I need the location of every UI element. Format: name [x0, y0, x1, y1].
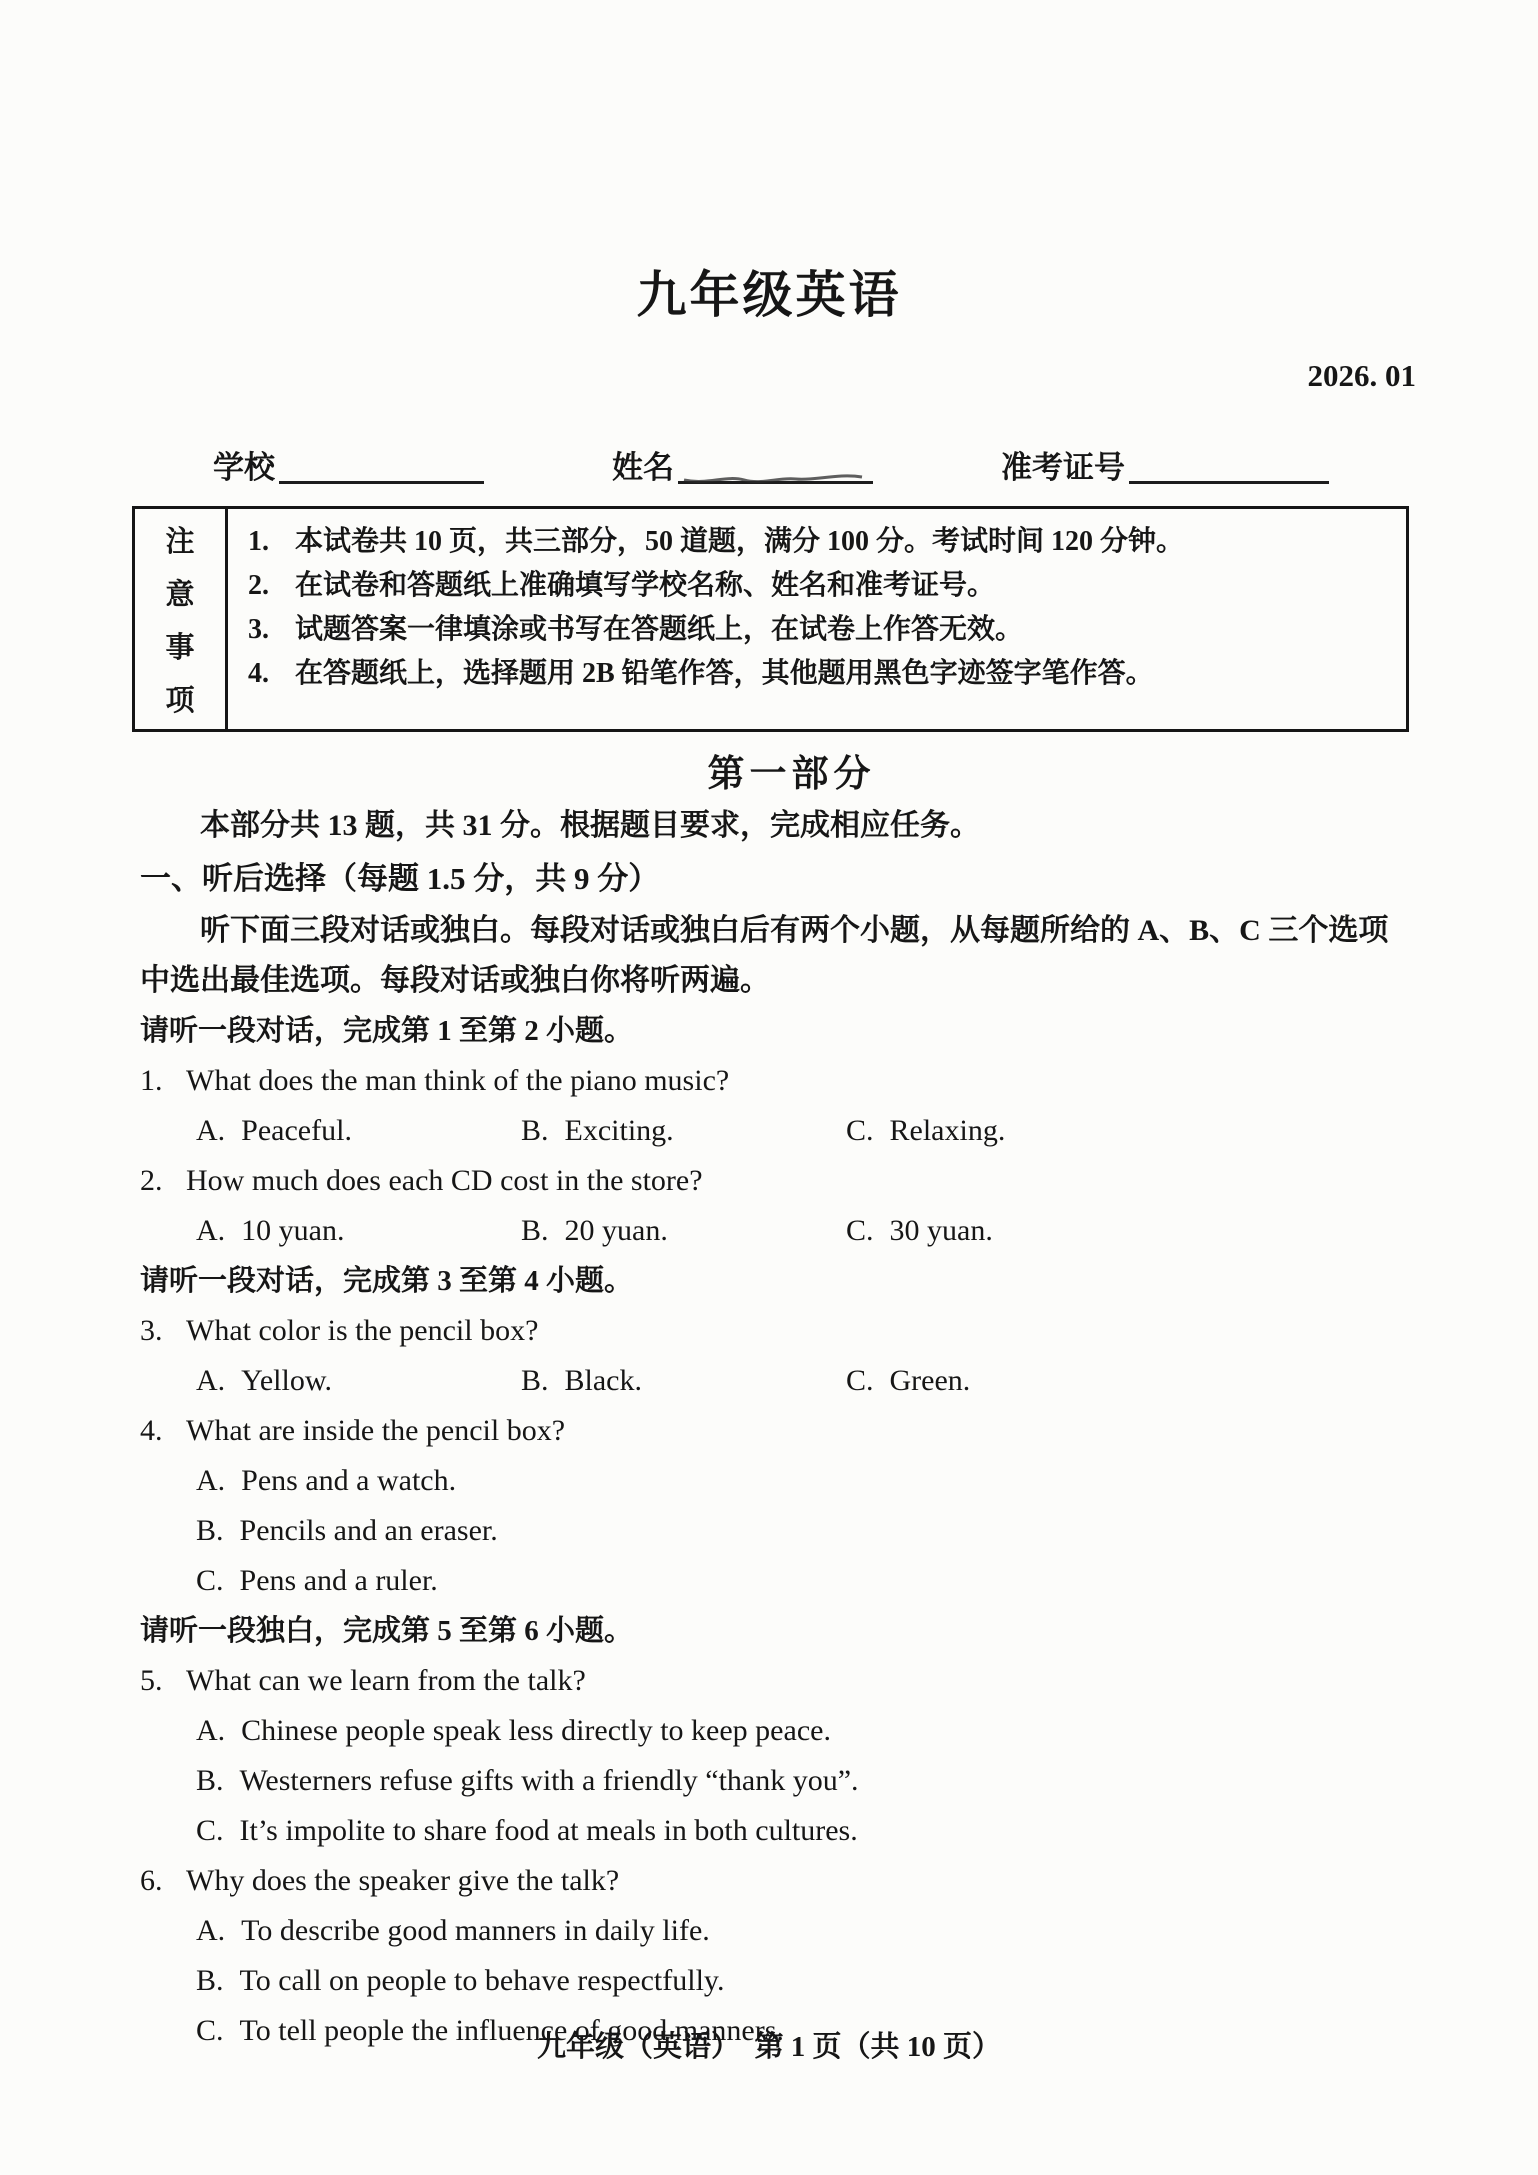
- option-label: B.: [521, 1364, 549, 1397]
- notice-side-label: [135, 509, 228, 729]
- school-label: 学校: [213, 450, 275, 485]
- question-text: What can we learn from the talk?: [186, 1664, 586, 1697]
- exam-content: [0, 750, 1538, 2056]
- instructions-line-2: 中选出最佳选项。每段对话或独白你将听两遍。: [140, 964, 770, 997]
- question-number: 1.: [140, 1064, 163, 1097]
- instructions-line-1: 听下面三段对话或独白。每段对话或独白后有两个小题，从每题所给的 A、B、C 三个选项: [200, 914, 1389, 947]
- question-number: 6.: [140, 1864, 163, 1897]
- option-text: Relaxing.: [889, 1114, 1006, 1147]
- question-text: What are inside the pencil box?: [186, 1414, 566, 1447]
- school-blank-line: [279, 447, 484, 484]
- option-text: Chinese people speak less directly to keep peace.: [241, 1714, 831, 1747]
- question-1: [140, 1056, 1443, 1156]
- notice-side-char: 意: [165, 579, 195, 611]
- option-label: A.: [196, 1114, 226, 1147]
- option-text: 30 yuan.: [889, 1214, 993, 1247]
- option-text: To call on people to behave respectfully.: [239, 1964, 725, 1997]
- notice-item: [248, 564, 1382, 608]
- option-text: Westerners refuse gifts with a friendly “thank you”.: [239, 1764, 859, 1797]
- name-field: [612, 441, 873, 488]
- question-text: How much does each CD cost in the store?: [186, 1164, 703, 1197]
- option-label: A.: [196, 1364, 226, 1397]
- question-number: 5.: [140, 1664, 163, 1697]
- listening-instructions: [140, 906, 1443, 1006]
- question-2: [140, 1156, 1443, 1256]
- part-one-intro: 本部分共 13 题，共 31 分。根据题目要求，完成相应任务。: [200, 809, 980, 842]
- notice-item: [248, 652, 1382, 696]
- question-text: Why does the speaker give the talk?: [186, 1864, 620, 1897]
- option-label: A.: [196, 1464, 226, 1497]
- option-label: C.: [846, 1214, 874, 1247]
- dialogue-prompt-1: 请听一段对话，完成第 1 至第 2 小题。: [140, 1015, 634, 1047]
- notice-item-text: 本试卷共 10 页，共三部分，50 道题，满分 100 分。考试时间 120 分钟。: [295, 526, 1185, 557]
- question-number: 2.: [140, 1164, 163, 1197]
- question-text: What color is the pencil box?: [186, 1314, 539, 1347]
- admission-number-label: 准考证号: [1001, 450, 1125, 485]
- notice-item-text: 在答题纸上，选择题用 2B 铅笔作答，其他题用黑色字迹签字笔作答。: [295, 658, 1154, 689]
- name-label: 姓名: [612, 450, 674, 485]
- monologue-prompt: 请听一段独白，完成第 5 至第 6 小题。: [140, 1615, 634, 1647]
- option-label: C.: [846, 1114, 874, 1147]
- school-field: [213, 441, 484, 488]
- question-5-options: [140, 1706, 1443, 1856]
- admission-number-field: [1001, 441, 1329, 488]
- notice-box: [132, 506, 1409, 732]
- option-b: [521, 1206, 846, 1256]
- question-1-options: [140, 1106, 1443, 1156]
- question-2-options: [140, 1206, 1443, 1256]
- option-a: [140, 1906, 1443, 1956]
- option-text: Peaceful.: [241, 1114, 352, 1147]
- option-a: [140, 1706, 1443, 1756]
- question-4: [140, 1406, 1443, 1606]
- option-a: [196, 1206, 521, 1256]
- option-b: [140, 1506, 1443, 1556]
- option-label: A.: [196, 1714, 226, 1747]
- option-label: B.: [196, 1764, 224, 1797]
- name-scribble-mark: [678, 467, 868, 489]
- option-label: C.: [196, 1564, 224, 1597]
- option-b: [521, 1106, 846, 1156]
- option-label: B.: [196, 1514, 224, 1547]
- option-text: Pens and a watch.: [241, 1464, 457, 1497]
- option-text: 10 yuan.: [241, 1214, 345, 1247]
- name-blank-line: [678, 447, 873, 484]
- option-c: [846, 1106, 1005, 1156]
- option-label: A.: [196, 1914, 226, 1947]
- section-one-title: 一、听后选择（每题 1.5 分，共 9 分）: [140, 861, 660, 896]
- option-c: [140, 1556, 1443, 1606]
- notice-item: [248, 608, 1382, 652]
- option-text: It’s impolite to share food at meals in both cultures.: [239, 1814, 858, 1847]
- option-label: A.: [196, 1214, 226, 1247]
- option-text: Black.: [564, 1364, 642, 1397]
- option-b: [140, 1956, 1443, 2006]
- page-footer: 九年级（英语） 第 1 页（共 10 页）: [536, 2031, 1001, 2063]
- page-title: 九年级英语: [636, 266, 902, 323]
- option-label: B.: [196, 1964, 224, 1997]
- option-c: [846, 1206, 993, 1256]
- option-label: C.: [846, 1364, 874, 1397]
- question-5: [140, 1656, 1443, 1856]
- option-a: [196, 1106, 521, 1156]
- option-text: Pencils and an eraser.: [239, 1514, 498, 1547]
- admission-number-blank-line: [1129, 447, 1329, 484]
- question-number: 4.: [140, 1414, 163, 1447]
- part-one-heading: 第一部分: [707, 754, 876, 795]
- option-c: [140, 1806, 1443, 1856]
- option-text: To tell people the influence of good manners.: [239, 2014, 784, 2047]
- option-b: [140, 1756, 1443, 1806]
- option-label: B.: [521, 1214, 549, 1247]
- option-a: [140, 1456, 1443, 1506]
- notice-item-number: 4.: [248, 658, 269, 689]
- notice-item-text: 在试卷和答题纸上准确填写学校名称、姓名和准考证号。: [295, 570, 996, 601]
- notice-side-char: 注: [165, 526, 195, 558]
- option-c: [846, 1356, 970, 1406]
- question-number: 3.: [140, 1314, 163, 1347]
- option-label: C.: [196, 2014, 224, 2047]
- option-a: [196, 1356, 521, 1406]
- option-text: 20 yuan.: [564, 1214, 668, 1247]
- notice-item-text: 试题答案一律填涂或书写在答题纸上，在试卷上作答无效。: [295, 614, 1024, 645]
- option-text: Yellow.: [241, 1364, 333, 1397]
- option-text: Green.: [889, 1364, 971, 1397]
- notice-side-char: 项: [165, 685, 195, 717]
- question-3: [140, 1306, 1443, 1406]
- notice-item-number: 3.: [248, 614, 269, 645]
- question-4-options: [140, 1456, 1443, 1606]
- notice-item-number: 2.: [248, 570, 269, 601]
- option-b: [521, 1356, 846, 1406]
- notice-items: [228, 509, 1406, 729]
- header-fields: [213, 441, 1538, 488]
- notice-side-char: 事: [165, 632, 195, 664]
- option-text: Exciting.: [564, 1114, 674, 1147]
- option-label: C.: [196, 1814, 224, 1847]
- exam-date: 2026. 01: [1307, 358, 1416, 393]
- option-text: Pens and a ruler.: [239, 1564, 438, 1597]
- dialogue-prompt-2: 请听一段对话，完成第 3 至第 4 小题。: [140, 1265, 634, 1297]
- option-label: B.: [521, 1114, 549, 1147]
- option-text: To describe good manners in daily life.: [241, 1914, 710, 1947]
- question-text: What does the man think of the piano music?: [186, 1064, 730, 1097]
- notice-item-number: 1.: [248, 526, 269, 557]
- notice-item: [248, 520, 1382, 564]
- question-3-options: [140, 1356, 1443, 1406]
